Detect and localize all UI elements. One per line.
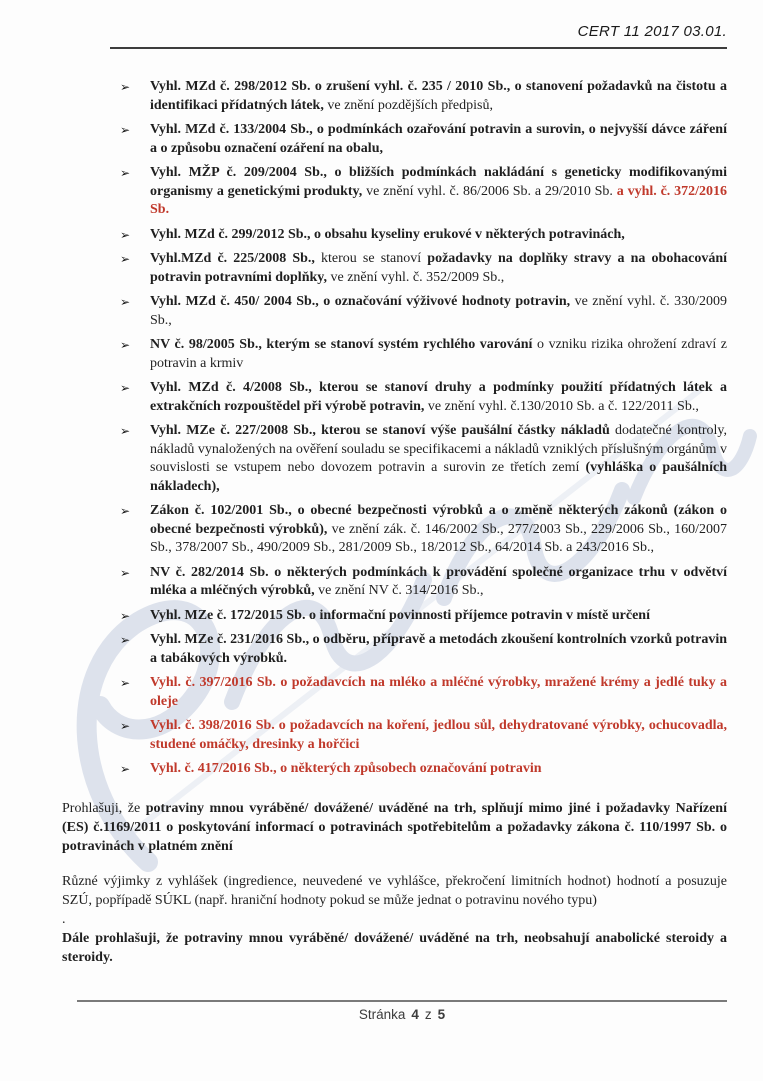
list-item-text [150, 78, 727, 115]
arrow-bullet-icon: ➢ [120, 123, 131, 137]
page-content [62, 78, 727, 983]
list-item [62, 631, 727, 668]
text-segment: Prohlašuji, že [62, 800, 146, 816]
text-segment: Zákon č. 102/2001 Sb., o obecné bezpečnosti výrobků a o změně některých zákonů (zákon o obecné bezpečnosti výrobků), [150, 503, 727, 537]
text-segment: Vyhl. MZd č. 4/2008 Sb., kterou se stanoví druhy a podmínky použití přídatných látek a extrakčních rozpouštědel při výrobě potravin, [150, 380, 727, 414]
list-item-text [150, 502, 727, 558]
text-segment: (vyhláška o paušálních nákladech), [150, 460, 727, 494]
list-item-text [150, 293, 727, 330]
arrow-bullet-icon: ➢ [120, 762, 131, 776]
list-item [62, 336, 727, 373]
list-item-text [150, 717, 727, 754]
declaration-paragraph [62, 872, 727, 910]
arrow-bullet-icon: ➢ [120, 381, 131, 395]
text-segment: Vyhl. č. 397/2016 Sb. o požadavcích na mléko a mléčné výrobky, mražené krémy a jedlé tuky a oleje [150, 675, 727, 709]
arrow-bullet-icon: ➢ [120, 166, 131, 180]
list-item [62, 226, 727, 245]
footer-rule [77, 1000, 727, 1002]
text-segment: potraviny mnou vyráběné/ dovážené/ uváděné na trh, splňují mimo jiné i požadavky Nařízení (ES) č.1169/2011 o poskytování informací o potravinách spotřebitelům a požadavky zákona č. 110/1997 Sb. o potravinách v platném znění [62, 800, 727, 854]
text-segment: Vyhl. MZd č. 298/2012 Sb. o zrušení vyhl. č. 235 / 2010 Sb., o stanovení požadavků na čistotu a identifikaci přídatných látek, [150, 79, 727, 113]
arrow-bullet-icon: ➢ [120, 295, 131, 309]
text-segment: Vyhl. č. 417/2016 Sb., o některých způsobech označování potravin [150, 761, 542, 776]
page-footer [77, 1007, 727, 1022]
text-segment: kterou se stanoví [321, 251, 428, 266]
arrow-bullet-icon: ➢ [120, 608, 131, 623]
list-item-text [150, 760, 727, 779]
text-segment: Vyhl. MZe č. 227/2008 Sb., kterou se stanoví výše paušální částky nákladů [150, 423, 615, 438]
text-segment: dodatečné kontroly, nákladů vynaložených na ověření souladu se specifikacemi a nákladů vzniklých příslušným orgánům v souvislosti se vstupem nebo dovozem potravin a surovin ze třetích zemí [150, 423, 727, 475]
text-segment: Různé výjimky z vyhlášek (ingredience, neuvedené ve vyhlášce, překročení limitních hodnot) hodnotí a posuzuje SZÚ, popřípadě SÚKL (např. hraniční hodnoty pokud se může jednat o potravinu nového typu) [62, 873, 727, 908]
text-segment: ve znění vyhl. č.130/2010 Sb. a č. 122/2011 Sb., [427, 398, 699, 414]
list-item-text [150, 121, 727, 158]
arrow-bullet-icon: ➢ [120, 504, 131, 518]
text-segment: ve znění vyhl. č. 352/2009 Sb., [330, 269, 505, 285]
text-segment: a vyhl. č. 372/2016 Sb. [150, 183, 728, 217]
list-item [62, 607, 727, 626]
list-item [62, 760, 727, 779]
text-segment: Vyhl. č. 398/2016 Sb. o požadavcích na koření, jedlou sůl, dehydratované výrobky, ochucovadla, studené omáčky, dresinky a hořčici [150, 718, 727, 752]
list-item-text [150, 674, 727, 711]
list-item [62, 674, 727, 711]
text-segment: ve znění vyhl. č. 86/2006 Sb. a 29/2010 Sb. [366, 183, 617, 199]
declaration-paragraph [62, 799, 727, 856]
list-item-text [150, 631, 727, 668]
text-segment: Vyhl. MZd č. 450/ 2004 Sb., o označování výživové hodnoty potravin, [150, 294, 575, 309]
text-segment: Vyhl. MZe č. 231/2016 Sb., o odběru, přípravě a metodách zkoušení kontrolních vzorků potravin a tabákových výrobků. [150, 632, 727, 666]
text-segment: ve znění vyhl. č. 330/2009 Sb., [150, 294, 727, 328]
list-item-text [150, 607, 727, 626]
list-item-text [150, 379, 727, 416]
text-segment: Vyhl. MZd č. 133/2004 Sb., o podmínkách ozařování potravin a surovin, o nejvyšší dávce záření a o způsobu označení ozáření na obalu, [150, 122, 727, 156]
total-pages: 5 [437, 1007, 446, 1022]
text-segment: požadavky na doplňky stravy a na obohacování potravin potravními doplňky, [150, 251, 728, 285]
text-segment: Vyhl. MŽP č. 209/2004 Sb., o bližších podmínkách nakládání s geneticky modifikovanými organismy a genetickými produkty, [150, 165, 727, 199]
list-item [62, 422, 727, 496]
arrow-bullet-icon: ➢ [120, 338, 131, 352]
text-segment: ve znění zák. č. 146/2002 Sb., 277/2003 Sb., 229/2006 Sb., 160/2007 Sb., 378/2007 Sb., 490/2009 Sb., 281/2009 Sb., 18/2012 Sb., 64/2014 Sb. a 243/2016 Sb., [150, 521, 727, 555]
list-item [62, 717, 727, 754]
list-item [62, 293, 727, 330]
page-number: 4 [411, 1007, 419, 1022]
text-segment: o vzniku rizika ohrožení zdraví z potravin a krmiv [150, 337, 727, 371]
list-item-text [150, 164, 727, 220]
list-item [62, 121, 727, 158]
list-item-text [150, 564, 727, 601]
list-item-text [150, 336, 727, 373]
list-item [62, 502, 727, 558]
arrow-bullet-icon: ➢ [120, 227, 131, 242]
arrow-bullet-icon: ➢ [120, 633, 131, 647]
text-segment: Dále prohlašuji, že potraviny mnou vyráběné/ dovážené/ uváděné na trh, neobsahují anabolické steroidy a steroidy. [62, 930, 727, 965]
of-label: z [424, 1007, 432, 1022]
arrow-bullet-icon: ➢ [120, 719, 131, 733]
text-segment: . [62, 911, 66, 927]
text-segment: NV č. 98/2005 Sb., kterým se stanoví systém rychlého varování [150, 337, 537, 352]
text-segment: ve znění pozdějších předpisů, [327, 97, 493, 113]
arrow-bullet-icon: ➢ [120, 252, 131, 266]
list-item [62, 78, 727, 115]
text-segment: Vyhl. MZe č. 172/2015 Sb. o informační povinnosti příjemce potravin v místě určení [150, 607, 650, 623]
text-segment: ve znění NV č. 314/2016 Sb., [318, 583, 484, 598]
regulation-list [62, 78, 727, 779]
text-segment: Vyhl.MZd č. 225/2008 Sb., [150, 251, 322, 266]
list-item [62, 379, 727, 416]
declaration-paragraph [62, 910, 727, 929]
document-code: CERT 11 2017 03.01. [577, 23, 727, 40]
page-label: Stránka [358, 1007, 406, 1022]
arrow-bullet-icon: ➢ [120, 676, 131, 690]
arrow-bullet-icon: ➢ [120, 565, 131, 580]
list-item-text [150, 422, 727, 496]
list-item [62, 164, 727, 220]
list-item [62, 564, 727, 601]
arrow-bullet-icon: ➢ [120, 424, 131, 438]
list-item-text [150, 250, 727, 287]
declarations [62, 799, 727, 967]
list-item [62, 250, 727, 287]
arrow-bullet-icon: ➢ [120, 80, 131, 94]
text-segment: Vyhl. MZd č. 299/2012 Sb., o obsahu kyseliny erukové v některých potravinách, [150, 226, 625, 242]
list-item-text [150, 226, 727, 245]
text-segment: NV č. 282/2014 Sb. o některých podmínkách k provádění společné organizace trhu v odvětví mléka a mléčných výrobků, [150, 564, 727, 598]
declaration-paragraph [62, 929, 727, 967]
header-rule [110, 47, 727, 49]
